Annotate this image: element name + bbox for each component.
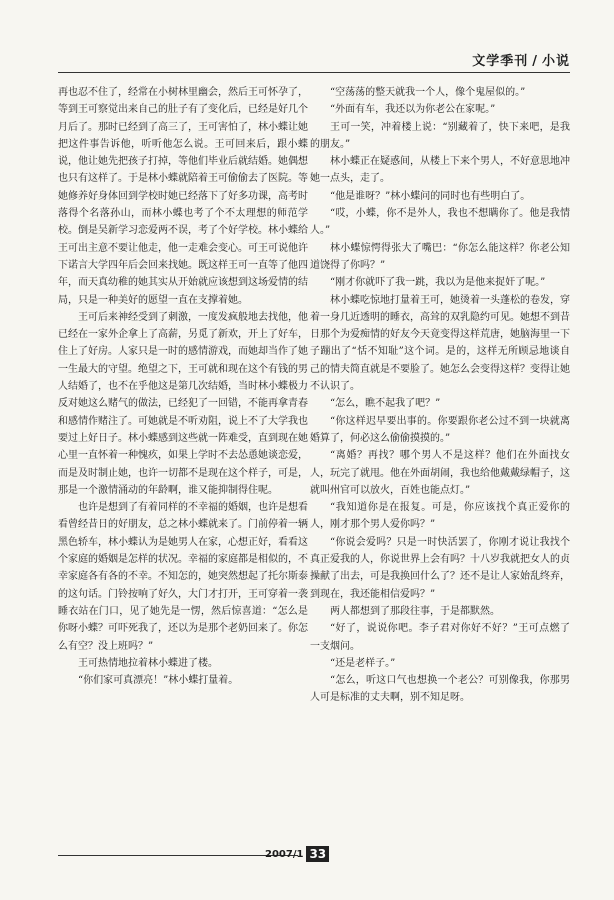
paragraph: “哎，小蝶，你不是外人，我也不想瞒你了。他是我情人。”: [310, 208, 570, 237]
paragraph: “离婚？再找？哪个男人不是这样？他们在外面找女人，玩完了就甩。他在外面胡闹，我也给他戴戴绿帽子，这就叫州官可以放火，百姓也能点灯。”: [310, 450, 570, 496]
paragraph: 林小蝶惊愕得张大了嘴巴：“你怎么能这样？你老公知道饶得了你吗？”: [310, 242, 570, 271]
paragraph: “他是谁呀？”林小蝶问的同时也有些明白了。: [330, 190, 531, 202]
paragraph: “外面有车，我还以为你老公在家呢。”: [330, 104, 496, 116]
header-separator: /: [532, 54, 538, 69]
paragraph: 林小蝶吃惊地打量着王可，她烫着一头蓬松的卷发，穿着一身几近透明的睡衣，高耸的双乳隐约可见。她想不到昔日那个为爱痴情的好友今天竟变得这样荒唐，她脑海里一下子蹦出了“恬不知耻”这个词。是的，这样无所顾忌地谈自己的情夫简直就是不要脸了。她怎么会变得这样？变得让她不认识了。: [310, 294, 570, 393]
paragraph: “刚才你就吓了我一跳，我以为是他来捉奸了呢。”: [330, 277, 546, 289]
paragraph: 王可一笑，冲着楼上说：“别藏着了，快下来吧，是我的朋友。”: [310, 121, 570, 150]
footer-rule: [58, 855, 298, 856]
page-number: 33: [306, 846, 329, 862]
paragraph: “好了，说说你吧。李子君对你好不好？”王可点燃了一支烟问。: [310, 623, 570, 652]
paragraph: “怎么，瞧不起我了吧？”: [330, 398, 441, 410]
magazine-header: [472, 50, 570, 69]
paragraph: 王可热情地拉着林小蝶进了楼。: [78, 657, 218, 669]
paragraph: “还是老样子。”: [330, 657, 396, 669]
issue-label: 2007/1: [265, 848, 304, 860]
left-column: [58, 84, 308, 689]
magazine-name: 文学季刊: [472, 54, 529, 69]
paragraph: 王可后来神经受到了刺激，一度发疯般地去找他，他已经在一家外企拿上了高薪，另觅了新欢，开上了好车，住上了好房。人家只是一时的感情游戏，而她却当作了她一生最大的守望。绝望之下，王可就和现在这个有钱的男人结婚了，也不在乎他这是第几次结婚，当时林小蝶极力反对她这么赌气的做法，已经犯了一回错，不能再拿青春和感情作赌注了。可她就是不听劝阻，说上不了大学我也要过上好日子。林小蝶感到这些就一阵难受，直到现在她心里一直怀着一种愧疚，如果上学时不去怂恿她谈恋爱，而是及时制止她，也许一切都不是现在这个样子，可是，那是一个激情涌动的年龄啊，谁又能抑制得住呢。: [58, 311, 308, 496]
paragraph: 林小蝶正在疑惑间，从楼上下来个男人，不好意思地冲她一点头，走了。: [310, 156, 570, 185]
paragraph: 也许是想到了有着同样的不幸福的婚姻，也许是想看看曾经昔日的好朋友，总之林小蝶就来了。门前停着一辆黑色轿车，林小蝶认为是她男人在家，心想正好，看看这个家庭的婚姻是怎样的状况。幸福的家庭都是相似的，不幸家庭各有各的不幸。不知怎的，她突然想起了托尔斯泰的这句话。门铃按响了好久，大门才打开，王可穿着一袭睡衣站在门口，见了她先是一愣，然后惊喜道：“怎么是你呀小蝶？可吓死我了，还以为是那个老奶回来了。你怎么有空？没上班吗？”: [58, 502, 308, 652]
section-name: 小说: [541, 54, 570, 69]
paragraph: “我知道你是在报复。可是，你应该找个真正爱你的人，刚才那个男人爱你吗？”: [310, 502, 570, 531]
paragraph: “你们家可真漂亮！”林小蝶打量着。: [78, 675, 239, 687]
paragraph: 再也忍不住了，经常在小树林里幽会，然后王可怀孕了，等到王可察觉出来自己的肚子有了变化后，已经是好几个月后了。那时已经到了高三了，王可害怕了，林小蝶让她把这件事告诉他，听听他怎么说。王可回来后，跟小蝶说，他让她先把孩子打掉，等他们毕业后就结婚。她偶想也只有这样了。于是林小蝶就陪着王可偷偷去了医院。等她修养好身体回到学校时她已经落下了好多功课，高考时落得个名落孙山，而林小蝶也考了个不太理想的师范学校。倒是吴新学习恋爱两不误，考了个好学校。林小蝶给王可出主意不要让他走，他一走难会变心。可王可说他许下诺言大学四年后会回来找她。既这样王可一直等了他四年，而天真幼稚的她其实从开始就应该想到这场爱情的结局，只是一种美好的愿望一直在支撑着她。: [58, 87, 308, 306]
paragraph: “空荡荡的整天就我一个人，像个鬼屋似的。”: [330, 87, 526, 98]
header-rule: [58, 72, 570, 73]
paragraph: “你这样迟早要出事的。你要跟你老公过不到一块就离婚算了，何必这么偷偷摸摸的。”: [310, 415, 570, 444]
paragraph: “怎么，听这口气也想换一个老公？可别像我，你那男人可是标准的丈夫啊，别不知足呀。: [310, 675, 570, 704]
paragraph: “你说会爱吗？只是一时快活罢了，你刚才说让我找个真正爱我的人，你说世界上会有吗？十八岁我就把女人的贞操献了出去，可是我换回什么了？还不是让人家始乱终弃，到现在，我还能相信爱吗？”: [310, 536, 570, 600]
paragraph: 两人都想到了那段往事，于是都默然。: [330, 605, 500, 617]
page-footer: [265, 846, 329, 862]
right-column: [310, 84, 570, 707]
